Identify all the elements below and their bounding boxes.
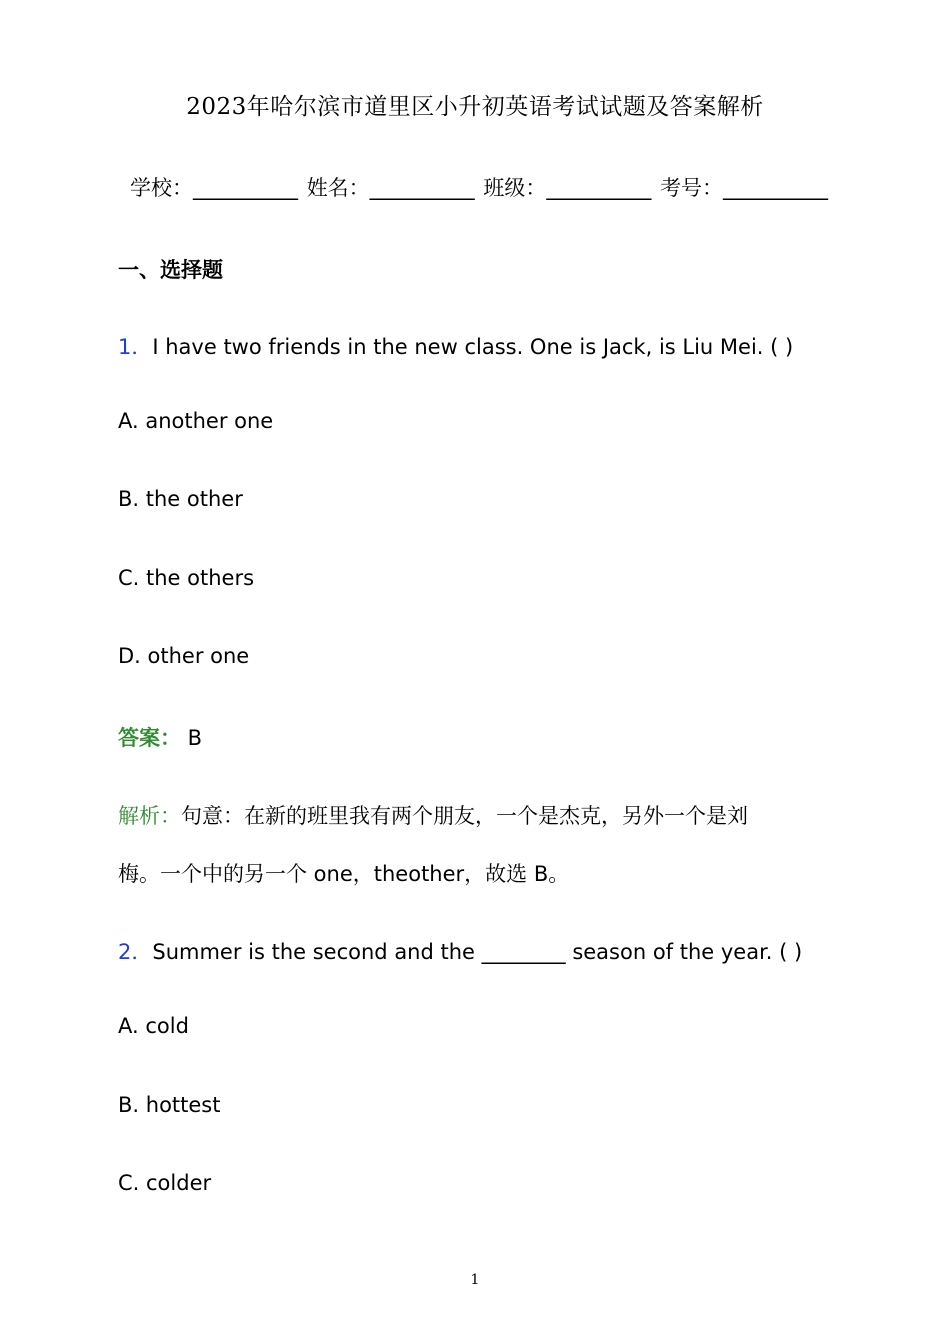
- question-2-number: 2．: [118, 940, 153, 964]
- question-2-option-c: C. colder: [118, 1171, 212, 1195]
- question-1: [118, 331, 793, 361]
- question-1-number: 1．: [118, 335, 153, 359]
- school-field: 学校：__________: [130, 176, 298, 200]
- student-info-row: [130, 172, 830, 202]
- question-2-option-b: B. hottest: [118, 1093, 221, 1117]
- answer-label: 答案：: [118, 726, 181, 750]
- question-1-explanation-line-1: [118, 800, 748, 830]
- question-2-option-a: A. cold: [118, 1014, 189, 1038]
- exam-number-field: 考号：__________: [660, 176, 829, 200]
- page-number: 1: [470, 1272, 480, 1288]
- question-2-text: Summer is the second and the ________ season of the year. ( ): [152, 940, 803, 964]
- question-1-option-b: B. the other: [118, 487, 243, 511]
- question-1-answer: [118, 722, 202, 752]
- question-1-option-d: D. other one: [118, 644, 250, 668]
- page-title: 2023年哈尔滨市道里区小升初英语考试试题及答案解析: [186, 94, 764, 120]
- question-1-option-a: A. another one: [118, 409, 274, 433]
- section-title: 一、选择题: [118, 258, 223, 282]
- name-field: 姓名：__________: [306, 176, 475, 200]
- question-1-text: I have two friends in the new class. One is Jack, is Liu Mei. ( ): [152, 335, 794, 359]
- explanation-text-1: 句意：在新的班里我有两个朋友，一个是杰克，另外一个是刘: [181, 804, 748, 828]
- question-1-option-c: C. the others: [118, 566, 255, 590]
- explanation-label: 解析：: [118, 804, 181, 828]
- question-2: [118, 936, 802, 966]
- class-field: 班级：__________: [483, 176, 652, 200]
- question-1-explanation-line-2: 梅。一个中的另一个 one，theother，故选 B。: [118, 862, 570, 886]
- answer-value: B: [181, 726, 203, 750]
